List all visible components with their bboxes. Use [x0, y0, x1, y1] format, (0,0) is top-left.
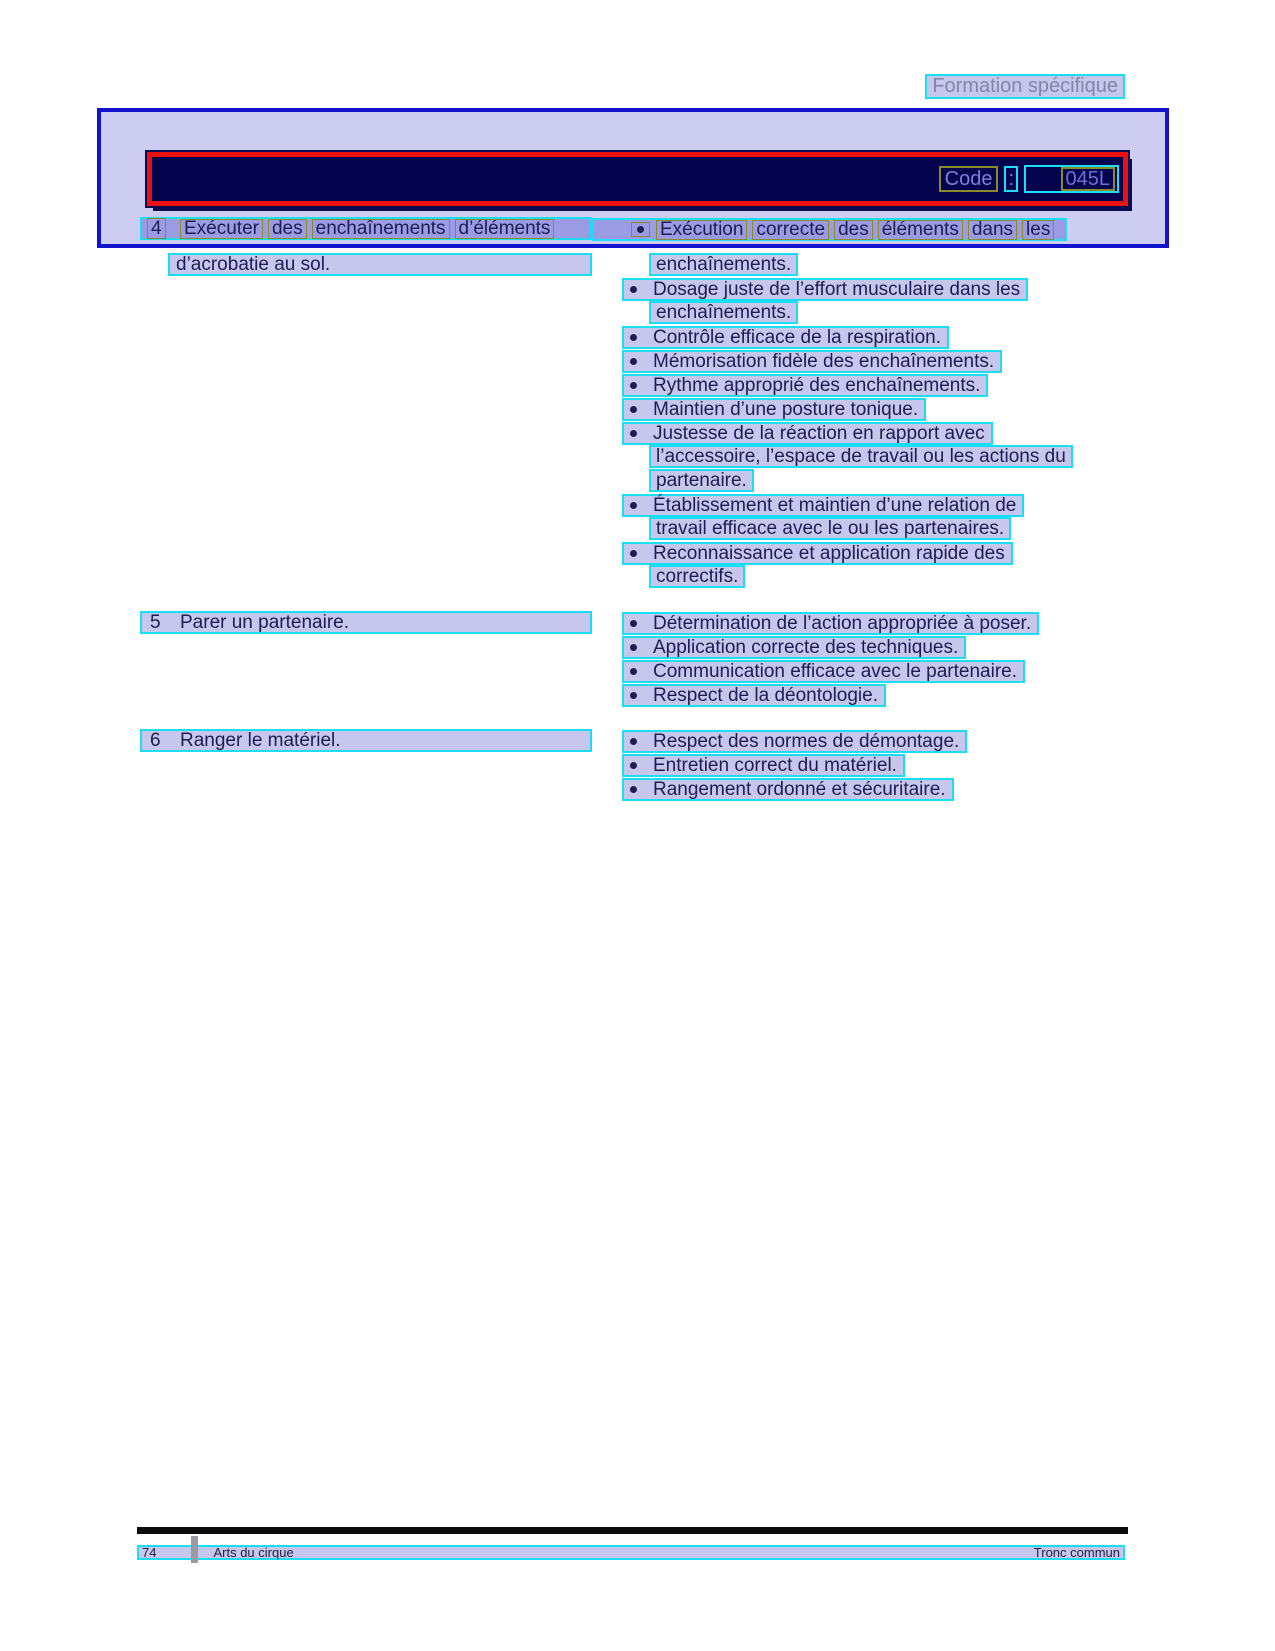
bullet-icon: [630, 668, 637, 675]
criterion-text: Dosage juste de l’effort musculaire dans les: [653, 279, 1021, 300]
criterion-line-row: [592, 325, 1132, 348]
ocr-word-box: dans: [968, 220, 1017, 240]
text-line-highlight: [622, 350, 1002, 373]
criterion-text: correctifs.: [656, 566, 739, 587]
task-line-row: [140, 611, 592, 634]
text-line-highlight: [649, 253, 798, 276]
running-header: [925, 74, 1125, 99]
footer-divider-bar: [191, 1536, 198, 1563]
bullet-icon: [630, 382, 637, 389]
text-line-highlight: [622, 754, 905, 777]
criterion-text: Reconnaissance et application rapide des: [653, 543, 1005, 564]
bullet-icon: [630, 430, 637, 437]
criterion-line-row: [592, 349, 1132, 372]
criteria-cell: [592, 611, 1132, 707]
item-number: 4: [147, 218, 166, 239]
task-line-row: [140, 217, 592, 240]
task-line-row: [140, 253, 592, 276]
ocr-word-box: des: [268, 219, 307, 239]
criterion-text: Entretien correct du matériel.: [653, 755, 897, 776]
criterion-line-row: [592, 635, 1132, 658]
task-text: d’acrobatie au sol.: [176, 254, 331, 275]
code-value: 045L: [1061, 167, 1116, 191]
task-cell: [140, 611, 592, 635]
code-label: Code: [939, 166, 999, 192]
title-bar: [147, 152, 1128, 206]
text-line-highlight: [622, 730, 967, 753]
ocr-word-box: d’éléments: [455, 219, 555, 239]
criterion-line-row: [592, 777, 1132, 800]
criterion-line-row: [592, 611, 1132, 634]
criterion-line-row: [592, 277, 1132, 300]
criterion-line-row: [592, 753, 1132, 776]
text-line-highlight: [622, 422, 993, 445]
bullet-icon: [630, 502, 637, 509]
criterion-line-row: [592, 541, 1132, 564]
bullet-box: [631, 222, 650, 237]
text-line-highlight: [622, 778, 954, 801]
criterion-line-row: [592, 421, 1132, 444]
ocr-word-box: éléments: [878, 220, 963, 240]
bullet-icon: [630, 762, 637, 769]
footer-left-text: Arts du cirque: [213, 1545, 294, 1560]
table-row: [140, 611, 1132, 707]
criterion-text: l’accessoire, l’espace de travail ou les actions du: [656, 446, 1066, 467]
page-number: 74: [142, 1545, 157, 1560]
text-line-highlight: [622, 660, 1025, 683]
criterion-line-row: [592, 445, 1132, 468]
footer-rule: [137, 1527, 1128, 1534]
criterion-text: Respect des normes de démontage.: [653, 731, 960, 752]
bullet-icon: [630, 406, 637, 413]
criterion-line-row: [592, 397, 1132, 420]
text-line-highlight: [649, 445, 1073, 468]
criterion-line-row: [592, 253, 1132, 276]
criteria-cell: [592, 729, 1132, 801]
bullet-icon: [630, 644, 637, 651]
criterion-text: Communication efficace avec le partenaire.: [653, 661, 1018, 682]
code-value-field: [1024, 165, 1119, 193]
bullet-icon: [637, 226, 644, 233]
criterion-text: Rythme approprié des enchaînements.: [653, 375, 981, 396]
text-line-highlight: [622, 636, 966, 659]
criteria-table: [140, 217, 1132, 823]
criteria-cell: [592, 217, 1132, 589]
criterion-text: Rangement ordonné et sécuritaire.: [653, 779, 946, 800]
criterion-text: Respect de la déontologie.: [653, 685, 878, 706]
bullet-icon: [630, 550, 637, 557]
text-line-highlight: [622, 278, 1028, 301]
text-line-highlight: [168, 253, 592, 276]
bullet-icon: [630, 286, 637, 293]
text-line-highlight: [140, 729, 592, 752]
footer-right-text: Tronc commun: [1033, 1545, 1120, 1560]
ocr-word-box: enchaînements: [312, 219, 450, 239]
criterion-text: Établissement et maintien d’une relation de: [653, 495, 1017, 516]
criterion-text: enchaînements.: [656, 302, 792, 323]
ocr-word-box: Exécuter: [180, 219, 263, 239]
footer: [137, 1545, 1125, 1560]
task-cell: [140, 217, 592, 277]
text-line-highlight: [649, 469, 754, 492]
criterion-line-row: [592, 493, 1132, 516]
criterion-text: Mémorisation fidèle des enchaînements.: [653, 351, 995, 372]
criterion-line-row: [592, 659, 1132, 682]
table-row: [140, 217, 1132, 589]
task-text: Parer un partenaire.: [180, 612, 349, 633]
criterion-text: travail efficace avec le ou les partenaires.: [656, 518, 1005, 539]
bullet-icon: [630, 334, 637, 341]
criterion-text: Justesse de la réaction en rapport avec: [653, 423, 985, 444]
bullet-icon: [630, 692, 637, 699]
ocr-word-box: Exécution: [656, 220, 747, 240]
criterion-text: enchaînements.: [656, 254, 792, 275]
text-line-highlight: [622, 326, 949, 349]
criterion-text: Contrôle efficace de la respiration.: [653, 327, 941, 348]
task-line-row: [140, 729, 592, 752]
criterion-line-row: [592, 373, 1132, 396]
ocr-word-box: les: [1022, 220, 1054, 240]
criterion-line-row: [592, 517, 1132, 540]
text-line-highlight: [592, 218, 1067, 241]
criterion-line-row: [592, 301, 1132, 324]
item-number: 5: [150, 612, 161, 633]
text-line-highlight: [649, 517, 1011, 540]
ocr-word-box: des: [834, 220, 873, 240]
criterion-text: Maintien d’une posture tonique.: [653, 399, 919, 420]
bullet-icon: [630, 620, 637, 627]
text-line-highlight: [622, 494, 1024, 517]
bullet-icon: [630, 738, 637, 745]
task-text: Ranger le matériel.: [180, 730, 341, 751]
text-line-highlight: [140, 611, 592, 634]
table-row: [140, 729, 1132, 801]
text-line-highlight: [649, 301, 798, 324]
criterion-line-row: [592, 217, 1132, 240]
text-line-highlight: [622, 542, 1013, 565]
text-line-highlight: [649, 565, 745, 588]
text-line-highlight: [622, 684, 886, 707]
code-separator: :: [1004, 166, 1018, 192]
text-line-highlight: [140, 217, 592, 240]
criterion-text: Détermination de l’action appropriée à poser.: [653, 613, 1032, 634]
ocr-word-box: correcte: [752, 220, 829, 240]
criterion-line-row: [592, 683, 1132, 706]
text-line-highlight: [622, 612, 1039, 635]
bullet-icon: [630, 358, 637, 365]
section-label: Formation spécifique: [932, 75, 1118, 97]
text-line-highlight: [622, 374, 988, 397]
text-line-highlight: [622, 398, 926, 421]
criterion-text: partenaire.: [656, 470, 747, 491]
criterion-line-row: [592, 565, 1132, 588]
criterion-line-row: [592, 469, 1132, 492]
task-cell: [140, 729, 592, 753]
item-number: 6: [150, 730, 161, 751]
criterion-line-row: [592, 729, 1132, 752]
bullet-icon: [630, 786, 637, 793]
criterion-text: Application correcte des techniques.: [653, 637, 959, 658]
